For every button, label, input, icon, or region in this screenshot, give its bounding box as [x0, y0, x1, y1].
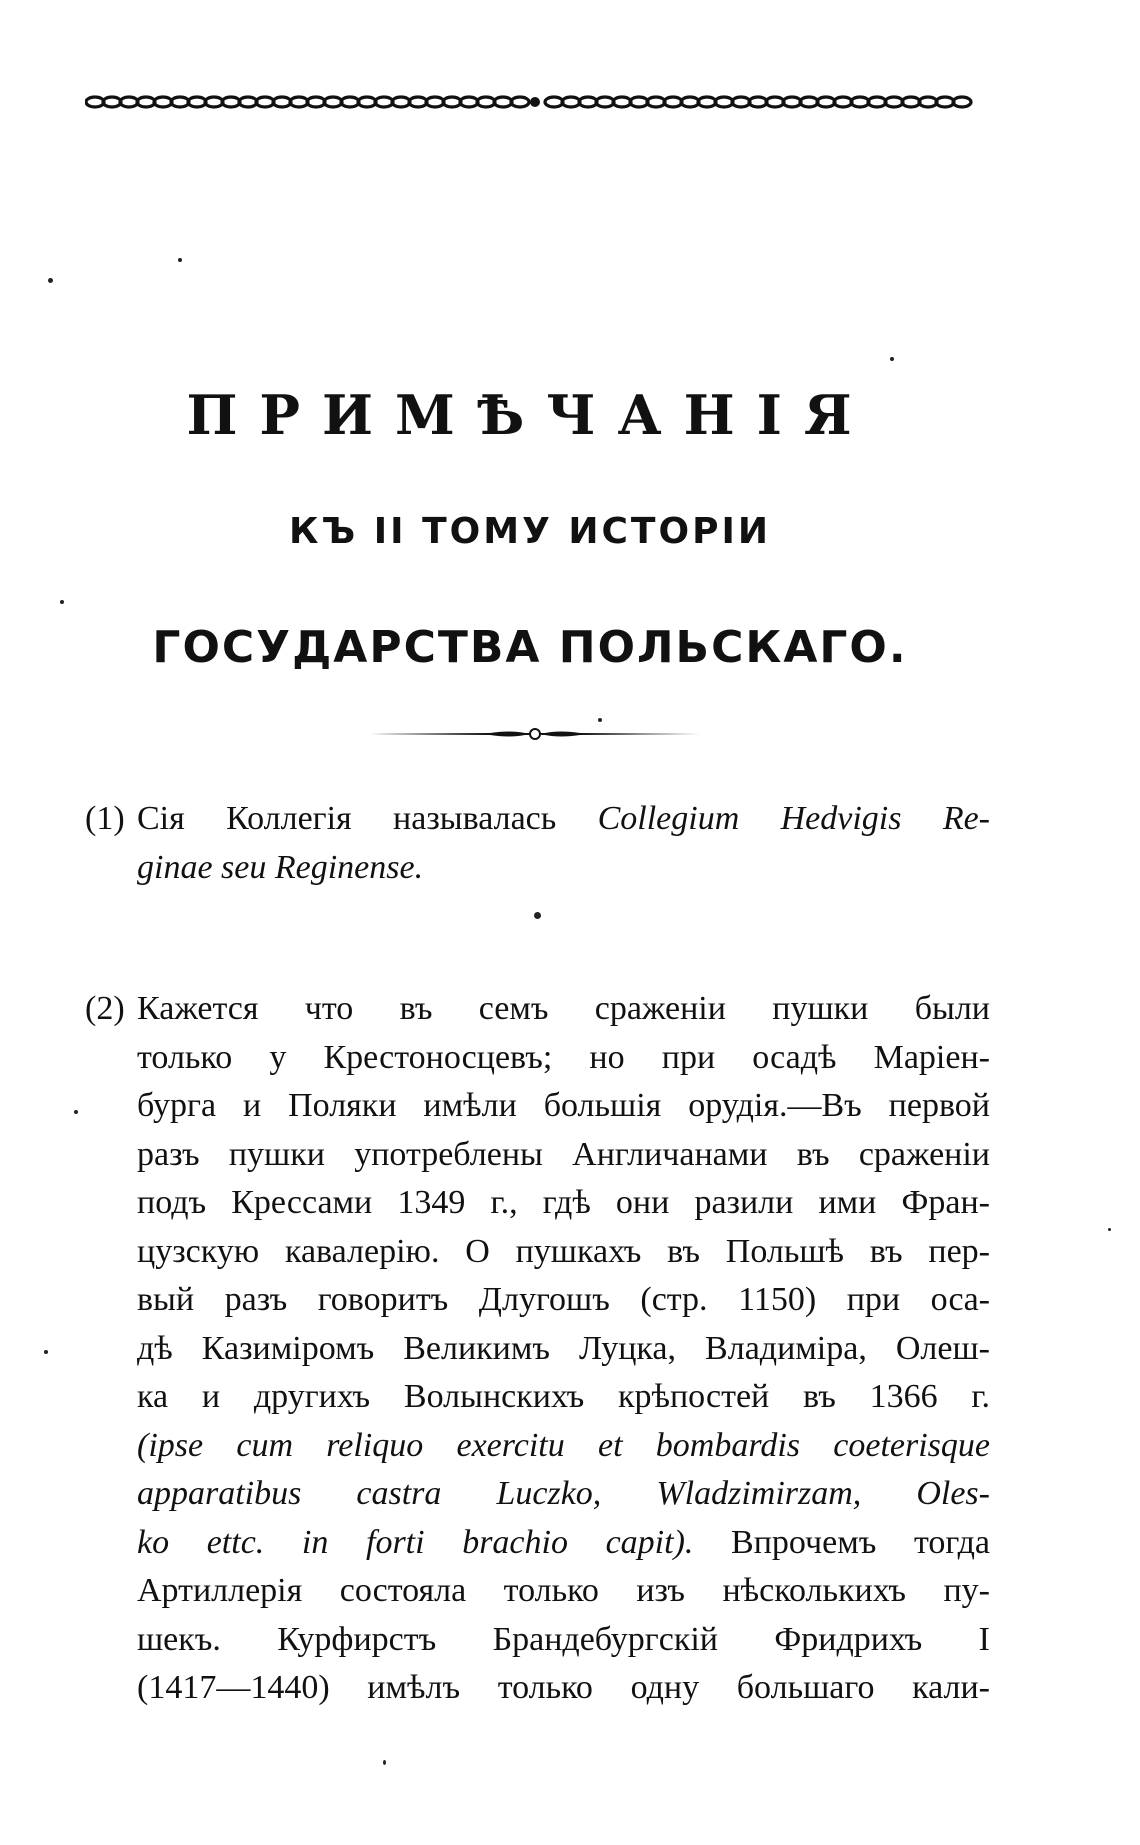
note-2-line: бурга и Поляки имѣли большія орудія.—Въ первой: [137, 1087, 990, 1124]
chain-link: [137, 97, 155, 107]
page-title: ПРИМѢЧАНІЯ: [186, 383, 874, 447]
note-text: Сія Коллегія называлась: [137, 800, 598, 837]
chain-link: [426, 97, 444, 107]
chain-link: [579, 97, 597, 107]
note-1-line-1: [85, 795, 990, 844]
chain-link: [222, 97, 240, 107]
note-number: (1): [85, 800, 125, 837]
chain-link: [120, 97, 138, 107]
chain-link: [613, 97, 631, 107]
note-2-line: дѣ Казиміромъ Великимъ Луцка, Владиміра, Олеш-: [137, 1329, 990, 1367]
chain-link: [273, 97, 291, 107]
chain-link: [698, 97, 716, 107]
chain-link: [477, 97, 495, 107]
chain-link: [256, 97, 274, 107]
page-subtitle: КЪ II ТОМУ ИСТОРІИ: [289, 511, 771, 552]
note-2-line: цузскую кавалерію. О пушкахъ въ Польшѣ въ пер-: [137, 1232, 990, 1270]
note-latin-text: Collegium Hedvigis Re-: [597, 800, 990, 837]
note-2-mixed-line: [85, 1519, 990, 1568]
chain-link: [936, 97, 954, 107]
note-2-line: ка и другихъ Волынскихъ крѣпостей въ 1366 г.: [137, 1378, 990, 1415]
note-2-latin-line: (ipse cum reliquo exercitu et bombardis coeterisque: [137, 1426, 990, 1464]
chain-link: [919, 97, 937, 107]
chain-link: [154, 97, 172, 107]
chain-link: [375, 97, 393, 107]
chain-link: [443, 97, 461, 107]
chain-link: [205, 97, 223, 107]
chain-link: [800, 97, 818, 107]
chain-link: [885, 97, 903, 107]
chain-link: [562, 97, 580, 107]
ornamental-rule: [370, 722, 700, 746]
chain-link: [409, 97, 427, 107]
chain-link: [307, 97, 325, 107]
note-2-line-1: [85, 985, 990, 1034]
chain-link: [290, 97, 308, 107]
chain-ornament: [85, 88, 985, 118]
note-2-line: вый разъ говоритъ Длугошъ (стр. 1150) при осa-: [137, 1281, 990, 1318]
chain-link: [681, 97, 699, 107]
note-latin-text: ginae seu Reginense.: [137, 848, 424, 886]
chain-link: [341, 97, 359, 107]
note-number: (2): [85, 990, 125, 1027]
chain-link: [664, 97, 682, 107]
page-subtitle-2: ГОСУДАРСТВА ПОЛЬСКАГО.: [152, 622, 908, 673]
chain-link: [766, 97, 784, 107]
chain-link: [732, 97, 750, 107]
chain-link: [545, 97, 563, 107]
note-2-line: подъ Крессами 1349 г., гдѣ они разили ими Фран-: [137, 1184, 990, 1221]
chain-link: [630, 97, 648, 107]
note-text: Кажется что въ семъ сраженіи пушки были: [137, 990, 990, 1027]
note-2-line: разъ пушки употреблены Англичанами въ сраженіи: [137, 1135, 990, 1173]
chain-link: [188, 97, 206, 107]
chain-link: [953, 97, 971, 107]
chain-link: [868, 97, 886, 107]
note-2-line: (1417—1440) имѣлъ только одну большаго кали-: [137, 1669, 990, 1706]
note-text: Впрочемъ тогда: [693, 1523, 990, 1561]
note-2: [85, 985, 990, 1713]
chain-link: [817, 97, 835, 107]
chain-link: [596, 97, 614, 107]
chain-link: [902, 97, 920, 107]
note-2-line: Артиллерія состояла только изъ нѣсколькихъ пу-: [137, 1572, 990, 1609]
chain-link: [494, 97, 512, 107]
chain-link: [511, 97, 529, 107]
chain-link: [783, 97, 801, 107]
note-1-line-2: [85, 844, 990, 893]
chain-link: [851, 97, 869, 107]
chain-link: [460, 97, 478, 107]
note-2-line: только у Крестоносцевъ; но при осадѣ Маріен-: [137, 1038, 990, 1076]
chain-link: [103, 97, 121, 107]
note-2-latin-line: apparatibus castra Luczko, Wladzimirzam, Oles-: [137, 1475, 990, 1512]
chain-link: [239, 97, 257, 107]
note-1: [85, 795, 990, 892]
chain-link: [358, 97, 376, 107]
note-2-line: шекъ. Курфирстъ Брандебургскій Фридрихъ I: [137, 1620, 990, 1658]
chain-link: [392, 97, 410, 107]
chain-link: [647, 97, 665, 107]
chain-link: [715, 97, 733, 107]
chain-link: [171, 97, 189, 107]
chain-link: [834, 97, 852, 107]
chain-link: [324, 97, 342, 107]
note-latin-text: ko ettc. in forti brachio capit).: [137, 1523, 694, 1561]
chain-link: [749, 97, 767, 107]
chain-link: [86, 97, 104, 107]
